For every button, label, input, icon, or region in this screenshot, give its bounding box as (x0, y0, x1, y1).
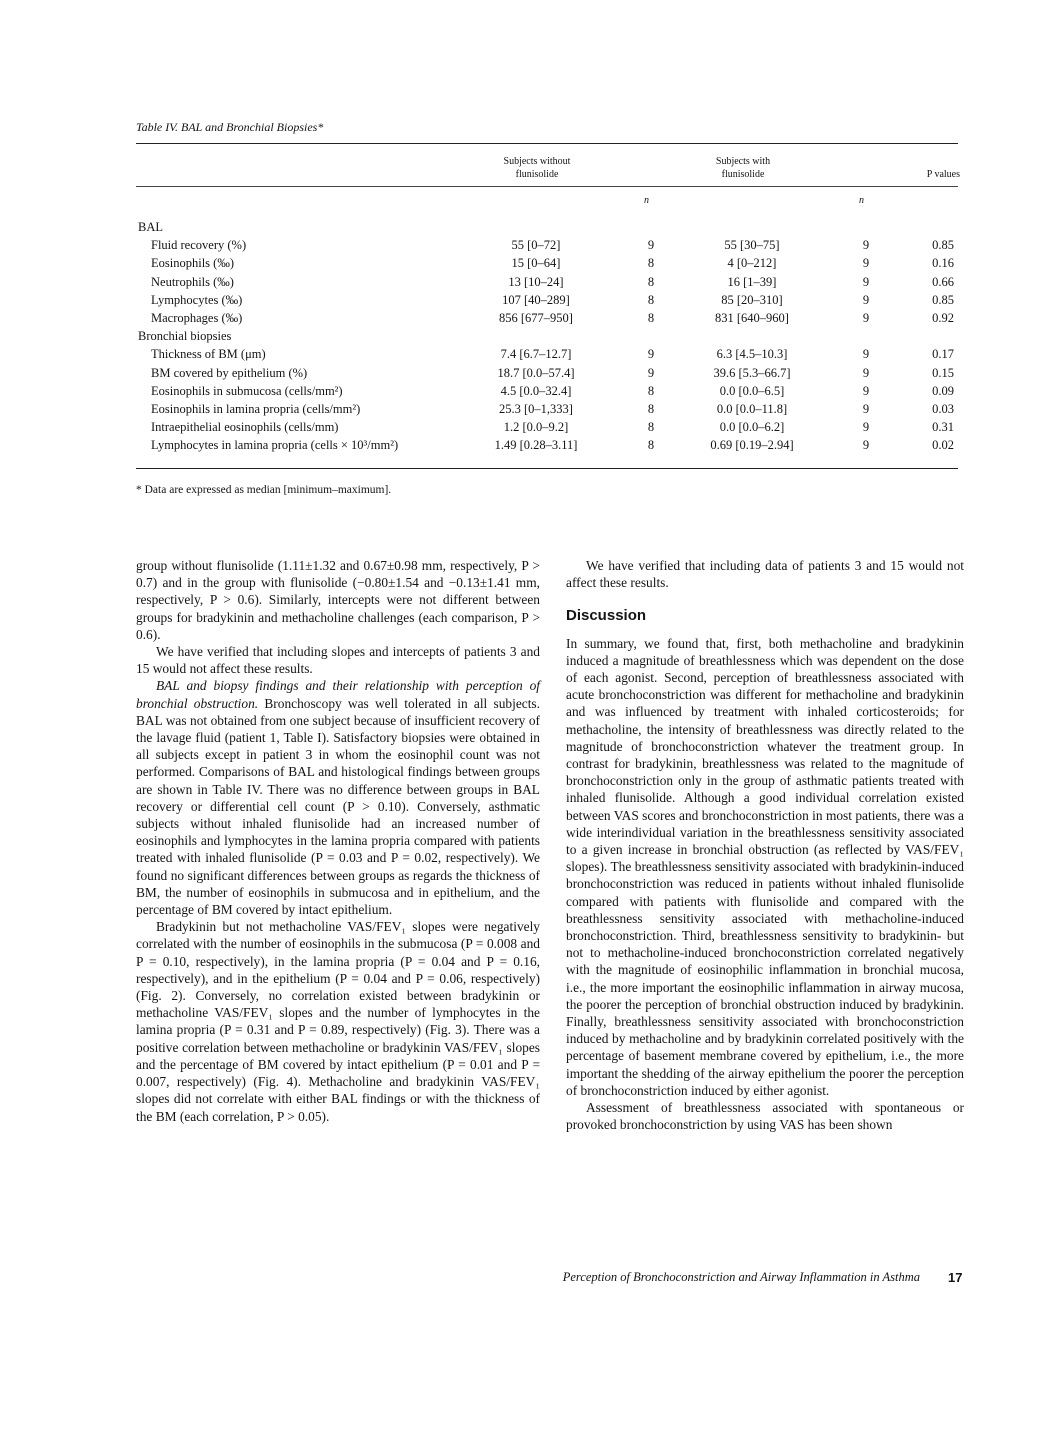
paragraph-body: Bronchoscopy was well tolerated in all subjects. BAL was not obtained from one subject because of insufficient recovery of the lavage fluid (patient 1, Table I). Satisfactory biopsies were obtained in all subjects except in patient 3 in whom the eosinophil count was not performed. Comparisons of BAL and histological findings between groups are shown in Table IV. There was no difference between groups in BAL recovery or differential cell count (P > 0.10). Conversely, asthmatic subjects without inhaled flunisolide had an increased number of eosinophils and lymphocytes in the lamina propria compared with patients treated with inhaled flunisolide (P = 0.03 and P = 0.02, respectively). We found no significant differences between groups as regards the thickness of BM, the number of eosinophils in submucosa and in epithelium, and the percentage of BM covered by intact epithelium. (136, 695, 540, 918)
table-row (136, 436, 958, 454)
cell-p-value: 0.03 (932, 402, 954, 416)
table-row (136, 254, 958, 272)
header-subjects-without (480, 155, 594, 181)
table-row (136, 309, 958, 327)
paragraph: Assessment of breathlessness associated with spontaneous or provoked bronchoconstriction by using VAS has been shown (566, 1100, 964, 1133)
table-row (136, 418, 958, 436)
paragraph: group without flunisolide (1.11±1.32 and 0.67±0.98 mm, respectively, P > 0.7) and in the group with flunisolide (−0.80±1.54 and −0.13±1.41 mm, respectively, P > 0.6). Similarly, intercepts were not different between groups for bradykinin and methacholine challenges (each comparison, P > 0.6). (136, 558, 540, 642)
table-row (136, 273, 958, 291)
section-title: Bronchial biopsies (138, 329, 232, 344)
paragraph: In summary, we found that, first, both methacholine and bradykinin induced a magnitude of breathlessness which was dependent on the dose of each agonist. Second, perception of breathlessness associated with acute bronchoconstriction was different for methacholine and bradykinin and was influenced by treatment with inhaled corticosteroids; for methacholine, the intensity of breathlessness was directly related to the magnitude of bronchoconstriction whatever the treatment group. In contrast for bradykinin, breathlessness was related to the magnitude of bronchoconstriction only in the group of asthmatic patients treated with inhaled flunisolide. Although a good individual correlation existed between VAS scores and bronchoconstriction in most patients, there was a wide interindividual variation in the breathlessness sensitivity associated to a given increase in bronchial obstruction (as reflected by VAS/FEV₁ slopes). The breathlessness sensitivity associated with bradykinin-induced bronchoconstriction was reduced in patients without inhaled flunisolide compared with patients with flunisolide and compared with the breathlessness sensitivity associated with methacholine-induced bronchoconstriction. Third, breathlessness sensitivity to bradykinin- but not to methacholine-induced bronchoconstriction correlated negatively with the magnitude of eosinophilic inflammation in bronchial mucosa, i.e., the more important the eosinophilic inflammation in airway mucosa, the poorer the perception of bronchial obstruction induced by bradykinin. Finally, breathlessness sensitivity associated with bronchoconstriction induced by methacholine and by bradykinin correlated positively with the percentage of basement membrane covered by epithelium, i.e., the more important the shedding of the airway epithelium the poorer the perception of bronchoconstriction induced by either agonist. (566, 635, 964, 1098)
cell-without: 7.4 [6.7–12.7] (500, 347, 572, 362)
header-without-line1: Subjects without (503, 156, 571, 167)
header-p-values (906, 168, 960, 181)
cell-without: 4.5 [0.0–32.4] (500, 383, 572, 398)
row-label: Lymphocytes (‰) (151, 292, 243, 307)
cell-n-without: 9 (647, 347, 655, 362)
cell-n-without: 8 (647, 256, 655, 271)
header-n-with: n (859, 195, 864, 206)
cell-p-value: 0.15 (932, 365, 954, 380)
cell-n-with: 9 (862, 274, 870, 289)
paragraph: We have verified that including data of patients 3 and 15 would not affect these results. (566, 558, 964, 591)
cell-without: 55 [0–72] (511, 238, 561, 253)
cell-p-value: 0.85 (932, 292, 954, 307)
cell-with: 39.6 [5.3–66.7] (713, 365, 791, 380)
page-number: 17 (948, 1270, 963, 1285)
row-label: Macrophages (‰) (151, 311, 243, 325)
cell-n-without: 9 (647, 365, 655, 380)
table-caption: Table IV. BAL and Bronchial Biopsies* (136, 120, 324, 134)
cell-p-value: 0.92 (932, 311, 954, 325)
cell-n-without: 8 (647, 274, 655, 289)
cell-without: 15 [0–64] (511, 256, 561, 271)
table-row (136, 291, 958, 309)
cell-n-with: 9 (862, 365, 870, 380)
cell-p-value: 0.31 (932, 420, 954, 435)
cell-with: 85 [20–310] (721, 292, 783, 307)
cell-p-value: 0.17 (932, 347, 954, 362)
cell-n-with: 9 (862, 256, 870, 271)
cell-n-with: 9 (862, 383, 870, 398)
row-label: Eosinophils (‰) (151, 256, 234, 271)
cell-without: 856 [677–950] (499, 311, 573, 325)
table-top-rule (136, 143, 958, 144)
header-n-without: n (644, 195, 649, 206)
cell-p-value: 0.85 (932, 238, 954, 253)
cell-n-with: 9 (862, 402, 870, 416)
cell-n-without: 8 (647, 420, 655, 435)
header-with-line2: flunisolide (721, 169, 765, 180)
table-row (136, 382, 958, 400)
cell-with: 831 [640–960] (715, 311, 789, 325)
cell-p-value: 0.66 (932, 274, 954, 289)
cell-with: 0.0 [0.0–6.2] (719, 420, 785, 435)
cell-n-with: 9 (862, 292, 870, 307)
cell-p-value: 0.02 (932, 438, 954, 453)
cell-with: 0.0 [0.0–11.8] (716, 402, 788, 416)
cell-without: 107 [40–289] (502, 292, 570, 307)
cell-n-with: 9 (862, 347, 870, 362)
cell-without: 1.49 [0.28–3.11] (494, 438, 578, 453)
running-title: Perception of Bronchoconstriction and Airway Inflammation in Asthma (562, 1270, 920, 1284)
row-label: BM covered by epithelium (%) (151, 365, 308, 380)
header-without-line2: flunisolide (515, 169, 559, 180)
row-label: Eosinophils in lamina propria (cells/mm²) (151, 402, 361, 416)
cell-with: 4 [0–212] (727, 256, 777, 271)
paragraph (136, 677, 540, 918)
cell-with: 6.3 [4.5–10.3] (716, 347, 788, 362)
right-column (566, 557, 964, 1134)
header-p-values-label: P values (926, 169, 960, 180)
cell-n-without: 8 (647, 402, 655, 416)
section-title: BAL (138, 220, 163, 234)
cell-n-with: 9 (862, 238, 870, 253)
table-section-row (136, 218, 958, 236)
table-row (136, 236, 958, 254)
cell-with: 55 [30–75] (724, 238, 780, 253)
row-label: Neutrophils (‰) (151, 274, 234, 289)
cell-p-value: 0.16 (932, 256, 954, 271)
cell-n-without: 9 (647, 238, 655, 253)
cell-with: 0.69 [0.19–2.94] (710, 438, 794, 453)
cell-without: 25.3 [0–1,333] (499, 402, 573, 416)
cell-n-without: 8 (647, 311, 655, 325)
cell-with: 0.0 [0.0–6.5] (719, 383, 785, 398)
table-row (136, 345, 958, 363)
cell-n-without: 8 (647, 383, 655, 398)
run-in-heading: BAL and biopsy findings and their relationship with perception of bronchial obstruction. (136, 678, 540, 711)
header-subjects-with (686, 155, 800, 181)
cell-n-with: 9 (862, 420, 870, 435)
paragraph: We have verified that including slopes and intercepts of patients 3 and 15 would not affect these results. (136, 644, 540, 677)
header-rule (136, 186, 958, 187)
cell-n-without: 8 (647, 292, 655, 307)
cell-n-without: 8 (647, 438, 655, 453)
cell-without: 1.2 [0.0–9.2] (503, 420, 569, 435)
table-section-row (136, 327, 958, 345)
table-row (136, 364, 958, 382)
left-column (136, 557, 540, 1125)
discussion-heading: Discussion (566, 607, 647, 625)
row-label: Fluid recovery (%) (151, 238, 247, 253)
row-label: Lymphocytes in lamina propria (cells × 10³/mm²) (151, 438, 399, 453)
row-label: Eosinophils in submucosa (cells/mm²) (151, 383, 343, 398)
cell-without: 13 [10–24] (508, 274, 564, 289)
row-label: Thickness of BM (μm) (151, 347, 266, 362)
row-label: Intraepithelial eosinophils (cells/mm) (151, 420, 339, 435)
cell-n-with: 9 (862, 438, 870, 453)
table-bottom-rule (136, 468, 958, 469)
header-with-line1: Subjects with (715, 156, 771, 167)
cell-without: 18.7 [0.0–57.4] (497, 365, 575, 380)
cell-n-with: 9 (862, 311, 870, 325)
cell-with: 16 [1–39] (727, 274, 777, 289)
cell-p-value: 0.09 (932, 383, 954, 398)
paragraph: Bradykinin but not methacholine VAS/FEV₁ slopes were negatively correlated with the number of eosinophils in the submucosa (P = 0.008 and P = 0.10, respectively), in the lamina propria (P = 0.04 and P = 0.16, respectively), and in the epithelium (P = 0.04 and P = 0.06, respectively) (Fig. 2). Conversely, no correlation existed between bradykinin or methacholine VAS/FEV₁ slopes and the number of lymphocytes in the lamina propria (P = 0.31 and P = 0.89, respectively) (Fig. 3). There was a positive correlation between methacholine or bradykinin VAS/FEV₁ slopes and the percentage of BM covered by intact epithelium (P = 0.01 and P = 0.007, respectively) (Fig. 4). Methacholine and bradykinin VAS/FEV₁ slopes did not correlate with either BAL findings or with the thickness of the BM (each correlation, P > 0.05). (136, 919, 540, 1124)
table-footnote: * Data are expressed as median [minimum–maximum]. (136, 484, 392, 496)
table-row (136, 400, 958, 418)
